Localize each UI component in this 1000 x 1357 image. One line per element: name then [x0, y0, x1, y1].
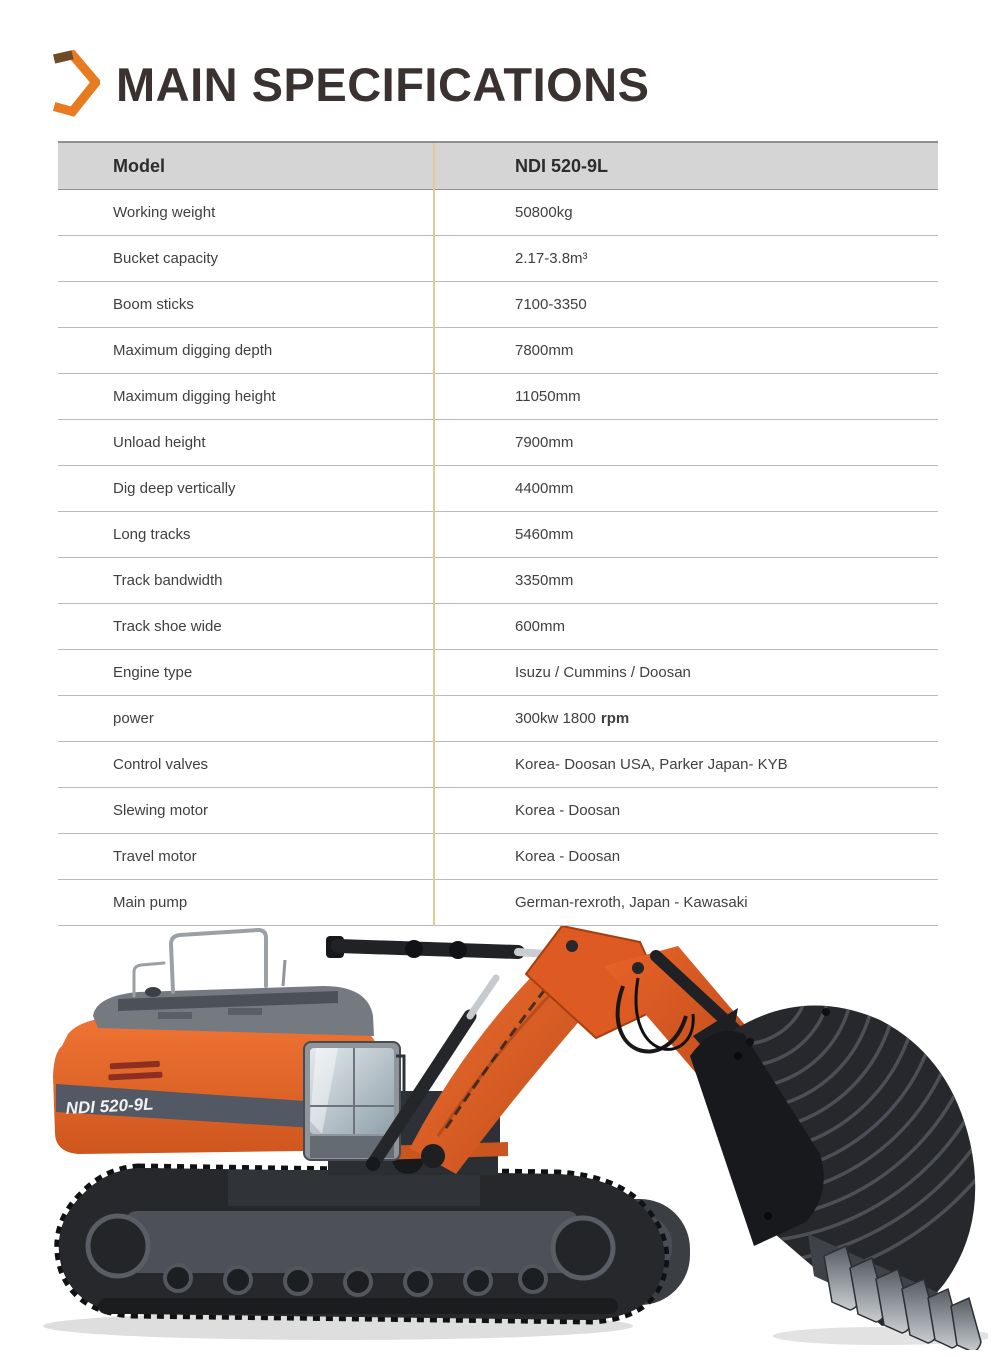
spec-label-cell [58, 802, 433, 819]
exhaust [145, 987, 161, 997]
excavator-image [38, 916, 988, 1350]
spec-table-body [58, 190, 938, 926]
spec-value-cell [433, 296, 938, 313]
spec-value: Korea - Doosan [515, 802, 621, 819]
excavator-svg [38, 916, 988, 1350]
spec-label-cell [58, 388, 433, 405]
model-header-cell [58, 156, 433, 177]
track-frame [126, 1211, 578, 1273]
spec-value: 4400mm [515, 480, 574, 497]
near-track [59, 1168, 665, 1320]
model-header-label: Model [113, 155, 165, 176]
table-header-row [58, 143, 938, 190]
spec-value: Isuzu / Cummins / Doosan [515, 664, 691, 681]
model-name: NDI 520-9L [515, 155, 609, 176]
table-row [58, 604, 938, 650]
spec-label: Dig deep vertically [113, 480, 236, 497]
spec-label: Working weight [113, 204, 216, 221]
spec-value-cell [433, 848, 938, 865]
spec-label: Slewing motor [113, 802, 209, 819]
spec-label: Control valves [113, 756, 209, 773]
table-row [58, 328, 938, 374]
spec-label: power [113, 710, 154, 727]
spec-value-cell [433, 526, 938, 543]
table-row [58, 282, 938, 328]
spec-value: 600mm [515, 618, 566, 635]
spec-label: Unload height [113, 434, 206, 451]
spec-label: Main pump [113, 894, 188, 911]
spec-value-cell [433, 756, 938, 773]
spec-label-cell [58, 894, 433, 911]
top-cylinder [326, 936, 546, 959]
spec-label-cell [58, 250, 433, 267]
spec-label-cell [58, 526, 433, 543]
spec-label: Track bandwidth [113, 572, 223, 589]
table-row [58, 374, 938, 420]
spec-label-cell [58, 710, 433, 727]
spec-value-cell [433, 204, 938, 221]
spec-value-cell [433, 342, 938, 359]
table-row [58, 788, 938, 834]
table-row [58, 696, 938, 742]
sprocket-wheel [553, 1218, 613, 1278]
table-row [58, 420, 938, 466]
spec-value-cell [433, 388, 938, 405]
chevron-icon [50, 48, 100, 120]
spec-label-cell [58, 756, 433, 773]
spec-value-cell [433, 894, 938, 911]
spec-label-cell [58, 572, 433, 589]
spec-value: Korea - Doosan [515, 848, 621, 865]
spec-table [58, 141, 938, 926]
spec-label: Engine type [113, 664, 193, 681]
spec-value-cell [433, 664, 938, 681]
spec-label-cell [58, 618, 433, 635]
column-divider [433, 143, 435, 926]
spec-label-cell [58, 480, 433, 497]
spec-value-cell [433, 710, 938, 727]
spec-label-cell [58, 848, 433, 865]
spec-value-cell [433, 618, 938, 635]
spec-label-cell [58, 664, 433, 681]
antenna [283, 960, 285, 986]
table-row [58, 236, 938, 282]
spec-label-cell [58, 434, 433, 451]
spec-value: 7800mm [515, 342, 574, 359]
table-row [58, 558, 938, 604]
spec-value: 5460mm [515, 526, 574, 543]
table-row [58, 834, 938, 880]
page-title: MAIN SPECIFICATIONS [116, 57, 650, 111]
idler-wheel [88, 1216, 148, 1276]
spec-value-cell [433, 480, 938, 497]
spec-value: 2.17-3.8m³ [515, 250, 588, 267]
spec-label-cell [58, 342, 433, 359]
spec-value: German-rexroth, Japan - Kawasaki [515, 894, 748, 911]
spec-value-cell [433, 802, 938, 819]
spec-value-cell [433, 434, 938, 451]
boom-foot-pin [421, 1144, 445, 1168]
table-row [58, 190, 938, 236]
spec-label: Maximum digging depth [113, 342, 273, 359]
spec-label: Bucket capacity [113, 250, 219, 267]
spec-label: Track shoe wide [113, 618, 222, 635]
spec-value-cell [433, 250, 938, 267]
table-row [58, 650, 938, 696]
spec-label-cell [58, 296, 433, 313]
spec-value: 7100-3350 [515, 296, 587, 313]
spec-label: Maximum digging height [113, 388, 276, 405]
spec-value: 50800kg [515, 204, 573, 221]
spec-value: 3350mm [515, 572, 574, 589]
machine-label: NDI 520-9L [65, 1094, 154, 1118]
table-row [58, 880, 938, 926]
table-row [58, 742, 938, 788]
spec-value-bold: rpm [600, 710, 630, 727]
spec-label: Long tracks [113, 526, 191, 543]
page-header [50, 48, 649, 120]
spec-value: 7900mm [515, 434, 574, 451]
spec-label: Travel motor [113, 848, 197, 865]
table-row [58, 466, 938, 512]
spec-value: Korea- Doosan USA, Parker Japan- KYB [515, 756, 788, 773]
spec-label-cell [58, 204, 433, 221]
spec-value-cell [433, 572, 938, 589]
spec-label: Boom sticks [113, 296, 194, 313]
spec-value: 300kw 1800 [515, 710, 596, 727]
handrail [171, 930, 266, 992]
model-name-cell [433, 156, 938, 177]
spec-value: 11050mm [515, 388, 581, 405]
table-row [58, 512, 938, 558]
